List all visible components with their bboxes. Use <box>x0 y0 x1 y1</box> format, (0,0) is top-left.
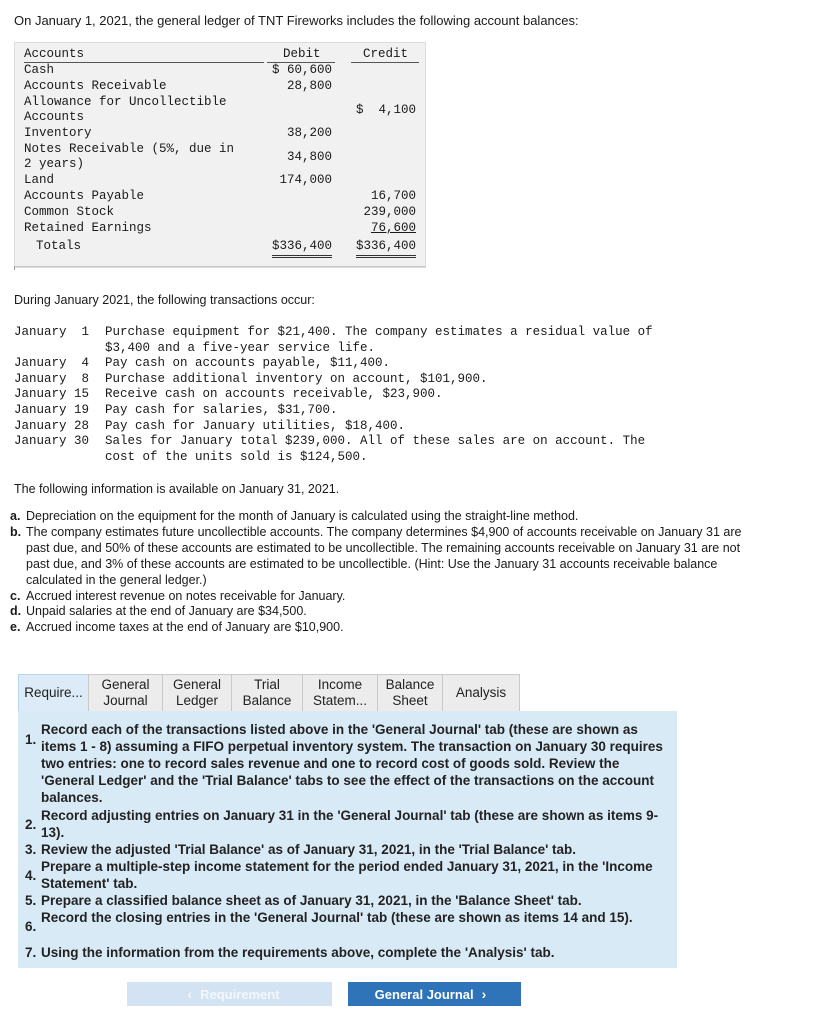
transaction-row <box>14 403 774 419</box>
tab-label: Sheet <box>392 693 428 708</box>
tab-balance-sheet[interactable] <box>377 674 443 712</box>
requirement-prev-button[interactable] <box>127 982 332 1006</box>
chevron-left-icon: ‹ <box>187 986 193 1002</box>
tab-label: Require... <box>24 685 83 700</box>
info-letter: d. <box>10 604 22 619</box>
row-notes-label-1: Notes Receivable (5%, due in <box>24 142 235 156</box>
requirement-number: 3. <box>25 842 37 857</box>
requirement-item <box>25 909 670 943</box>
transactions-intro: During January 2021, the following transactions occur: <box>14 293 315 307</box>
row-land-label: Land <box>24 173 55 187</box>
tab-bar <box>18 674 519 712</box>
info-item <box>10 604 750 620</box>
requirement-text: Review the adjusted 'Trial Balance' as of January 31, 2021, in the 'Trial Balance' tab. <box>41 842 577 857</box>
row-re-credit: 76,600 <box>370 221 416 235</box>
requirement-text: Prepare a multiple-step income statement for the period ended January 31, 2021, in the 'Income Statement' tab. <box>41 859 653 891</box>
header-rule-accounts <box>24 62 264 63</box>
transactions-list <box>14 325 774 465</box>
tab-label: General <box>172 677 222 692</box>
row-notes-debit: 34,800 <box>286 150 332 164</box>
chevron-right-icon: › <box>481 986 487 1002</box>
transaction-date: January 8 <box>14 371 90 386</box>
row-allowance-label-1: Allowance for Uncollectible <box>24 95 227 109</box>
transaction-text: $3,400 and a five-year service life. <box>105 340 376 355</box>
transaction-row <box>14 372 774 388</box>
tab-general-journal[interactable] <box>88 674 163 712</box>
transaction-date: January 1 <box>14 325 90 339</box>
info-text: Unpaid salaries at the end of January are $34,500. <box>26 604 307 619</box>
requirement-text: Prepare a classified balance sheet as of January 31, 2021, in the 'Balance Sheet' tab. <box>41 893 582 908</box>
header-credit: Credit <box>363 47 409 61</box>
tab-label: Trial <box>254 677 280 692</box>
requirement-number: 4. <box>25 868 37 883</box>
row-cs-credit: 239,000 <box>363 205 416 219</box>
requirement-number: 5. <box>25 893 37 908</box>
ledger-bottom-edge <box>14 266 426 270</box>
info-item <box>10 509 750 525</box>
tab-label: Ledger <box>175 693 219 708</box>
transaction-date: January 4 <box>14 356 90 371</box>
transaction-date: January 28 <box>14 418 90 433</box>
row-cs-label: Common Stock <box>24 205 115 219</box>
tab-label: General <box>101 677 150 692</box>
transaction-date: January 19 <box>14 402 90 417</box>
info-text: Accrued interest revenue on notes receivable for January. <box>26 588 346 603</box>
requirement-item <box>25 944 670 961</box>
requirement-text: Using the information from the requirements above, complete the 'Analysis' tab. <box>41 945 555 960</box>
tab-general-ledger[interactable] <box>162 674 232 712</box>
header-rule-credit <box>351 62 419 63</box>
transaction-text: Pay cash for salaries, $31,700. <box>105 402 338 417</box>
row-notes-label-2: 2 years) <box>24 157 85 171</box>
info-item <box>10 620 750 636</box>
tab-label: Statem... <box>312 693 368 708</box>
transaction-date: January 15 <box>14 387 90 402</box>
tab-income-statement[interactable] <box>302 674 378 712</box>
requirement-item <box>25 892 670 909</box>
requirement-number: 7. <box>25 945 37 960</box>
row-inventory-label: Inventory <box>24 126 92 140</box>
tab-label: Analysis <box>455 685 507 700</box>
info-item <box>10 525 750 589</box>
info-item <box>10 589 750 605</box>
tab-label: Journal <box>103 693 148 708</box>
transaction-row <box>14 419 774 435</box>
tab-trial-balance[interactable] <box>231 674 303 712</box>
requirements-panel <box>18 711 677 968</box>
tab-requirements[interactable] <box>18 674 89 712</box>
info-intro: The following information is available on January 31, 2021. <box>14 482 340 496</box>
info-letter: e. <box>10 620 21 635</box>
row-inventory-debit: 38,200 <box>286 126 332 140</box>
requirement-text: Record the closing entries in the 'General Journal' tab (these are shown as items 14 and 15). <box>41 910 633 925</box>
transaction-row <box>14 387 774 403</box>
info-text: The company estimates future uncollectible accounts. The company determines $4,900 of accounts receivable on January 31 are past due, and 50% of these accounts are estimated to be uncollectible. The remaining accounts receivable on January 31 are not past due, and 3% of these accounts are estimated to be uncollectible. (Hint: Use the January 31 accounts receivable balance calculated in the general ledger.) <box>26 524 742 587</box>
transaction-text: Pay cash on accounts payable, $11,400. <box>105 356 391 371</box>
transaction-row <box>14 325 774 356</box>
row-totals-debit: $336,400 <box>272 239 332 258</box>
info-letter: c. <box>10 588 21 603</box>
transaction-text: Receive cash on accounts receivable, $23,900. <box>105 387 443 402</box>
tab-label: Income <box>317 677 363 692</box>
transaction-text: Purchase additional inventory on account, $101,900. <box>105 371 488 386</box>
requirement-text: Record each of the transactions listed above in the 'General Journal' tab (these are shown as items 1 - 8) assuming a FIFO perpetual inventory system. The transaction on January 30 requires two entries: one to record sales revenue and one to record cost of goods sold. Review the 'General Ledger' and the 'Trial Balance' tabs to see the effect of the transactions on the account balances. <box>41 722 663 805</box>
requirement-number: 6. <box>25 919 37 934</box>
row-ap-credit: 16,700 <box>370 189 416 203</box>
row-totals-credit: $336,400 <box>356 239 416 258</box>
general-journal-next-button[interactable] <box>348 982 521 1006</box>
transaction-row <box>14 356 774 372</box>
info-letter: a. <box>10 509 21 523</box>
transaction-text: cost of the units sold is $124,500. <box>105 449 368 464</box>
row-allowance-credit: $ 4,100 <box>355 103 416 117</box>
row-ap-label: Accounts Payable <box>24 189 145 203</box>
transaction-text: Sales for January total $239,000. All of these sales are on account. The <box>105 434 646 449</box>
row-allowance-label-2: Accounts <box>24 110 85 124</box>
row-ar-label: Accounts Receivable <box>24 79 167 93</box>
next-button-label: General Journal <box>374 986 474 1002</box>
requirement-number: 2. <box>25 817 37 832</box>
row-ar-debit: 28,800 <box>286 79 332 93</box>
info-letter: b. <box>10 524 22 539</box>
row-re-label: Retained Earnings <box>24 221 152 235</box>
row-cash-debit: $ 60,600 <box>271 63 332 77</box>
row-cash-label: Cash <box>24 63 55 77</box>
tab-analysis[interactable] <box>442 674 520 712</box>
requirement-item <box>25 807 670 841</box>
transaction-text: Pay cash for January utilities, $18,400. <box>105 418 406 433</box>
transaction-text: Purchase equipment for $21,400. The company estimates a residual value of <box>105 325 653 339</box>
tab-label: Balance <box>385 677 435 692</box>
info-list <box>10 509 750 636</box>
requirement-text: Record adjusting entries on January 31 in the 'General Journal' tab (these are shown as items 9-13). <box>41 808 659 840</box>
transaction-row <box>14 434 774 465</box>
header-debit: Debit <box>283 47 321 61</box>
prev-button-label: Requirement <box>200 986 280 1002</box>
tab-label: Balance <box>242 693 292 708</box>
ledger-table <box>14 42 426 268</box>
intro-text: On January 1, 2021, the general ledger of TNT Fireworks includes the following account balances: <box>14 13 579 28</box>
requirement-item <box>25 858 670 892</box>
info-text: Accrued income taxes at the end of January are $10,900. <box>26 620 344 635</box>
requirement-number: 1. <box>25 732 37 747</box>
transaction-date: January 30 <box>14 434 90 449</box>
header-accounts: Accounts <box>24 47 85 61</box>
info-text: Depreciation on the equipment for the month of January is calculated using the straight-line method. <box>26 509 579 523</box>
requirement-item <box>25 841 670 858</box>
row-totals-label: Totals <box>36 239 82 253</box>
row-land-debit: 174,000 <box>279 173 332 187</box>
requirement-item <box>25 721 670 806</box>
